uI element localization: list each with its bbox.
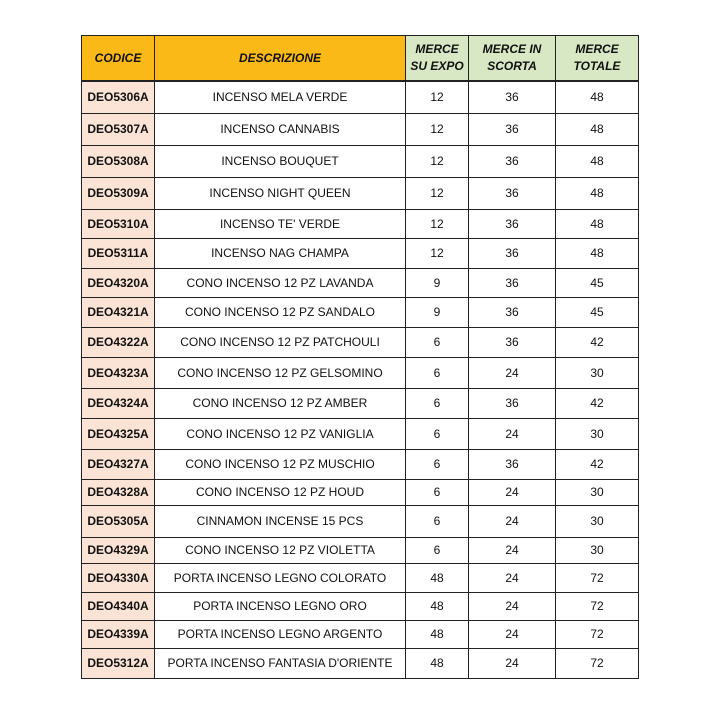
table-row [82,620,639,648]
table-row [82,563,639,592]
description-cell: PORTA INCENSO LEGNO ARGENTO [155,620,406,648]
totale-cell: 42 [556,449,639,479]
table-row [82,297,639,327]
expo-cell: 6 [406,449,469,479]
scorta-cell: 36 [469,209,556,238]
table-row [82,537,639,563]
code-cell: DEO4325A [82,418,155,449]
description-cell: INCENSO NIGHT QUEEN [155,177,406,209]
totale-cell: 30 [556,479,639,505]
table-row [82,209,639,238]
code-cell: DEO5312A [82,648,155,678]
header-scorta-line1: MERCE IN [482,42,542,56]
table-row [82,388,639,418]
code-cell: DEO4330A [82,563,155,592]
scorta-cell: 36 [469,145,556,177]
expo-cell: 9 [406,268,469,297]
table-row [82,357,639,388]
table-row [82,145,639,177]
expo-cell: 12 [406,238,469,268]
totale-cell: 48 [556,209,639,238]
expo-cell: 12 [406,209,469,238]
scorta-cell: 24 [469,357,556,388]
expo-cell: 12 [406,177,469,209]
expo-cell: 12 [406,81,469,113]
expo-cell: 6 [406,327,469,357]
header-totale-line2: TOTALE [573,59,621,73]
scorta-cell: 36 [469,81,556,113]
expo-cell: 12 [406,113,469,145]
code-cell: DEO4323A [82,357,155,388]
inventory-table [81,35,639,679]
header-descrizione: DESCRIZIONE [155,36,406,82]
table-row [82,648,639,678]
totale-cell: 72 [556,620,639,648]
code-cell: DEO5305A [82,505,155,537]
table-row [82,81,639,113]
scorta-cell: 36 [469,238,556,268]
header-totale-line1: MERCE [575,42,619,56]
expo-cell: 48 [406,648,469,678]
table-row [82,479,639,505]
code-cell: DEO4327A [82,449,155,479]
totale-cell: 42 [556,388,639,418]
totale-cell: 30 [556,418,639,449]
scorta-cell: 36 [469,297,556,327]
header-row [82,36,639,82]
scorta-cell: 24 [469,418,556,449]
code-cell: DEO5310A [82,209,155,238]
code-cell: DEO5306A [82,81,155,113]
scorta-cell: 24 [469,479,556,505]
scorta-cell: 36 [469,268,556,297]
code-cell: DEO5308A [82,145,155,177]
code-cell: DEO4320A [82,268,155,297]
header-merce-totale [556,36,639,82]
description-cell: CONO INCENSO 12 PZ GELSOMINO [155,357,406,388]
totale-cell: 30 [556,537,639,563]
description-cell: CONO INCENSO 12 PZ SANDALO [155,297,406,327]
code-cell: DEO4322A [82,327,155,357]
table-row [82,327,639,357]
code-cell: DEO5309A [82,177,155,209]
code-cell: DEO5311A [82,238,155,268]
description-cell: PORTA INCENSO LEGNO ORO [155,592,406,620]
table-row [82,177,639,209]
table-row [82,238,639,268]
table-row [82,113,639,145]
description-cell: INCENSO BOUQUET [155,145,406,177]
code-cell: DEO4340A [82,592,155,620]
description-cell: INCENSO MELA VERDE [155,81,406,113]
totale-cell: 48 [556,145,639,177]
totale-cell: 42 [556,327,639,357]
description-cell: CONO INCENSO 12 PZ VANIGLIA [155,418,406,449]
scorta-cell: 36 [469,449,556,479]
table-row [82,592,639,620]
description-cell: INCENSO NAG CHAMPA [155,238,406,268]
code-cell: DEO4328A [82,479,155,505]
description-cell: CONO INCENSO 12 PZ LAVANDA [155,268,406,297]
scorta-cell: 24 [469,592,556,620]
expo-cell: 6 [406,505,469,537]
scorta-cell: 36 [469,177,556,209]
code-cell: DEO4339A [82,620,155,648]
description-cell: PORTA INCENSO FANTASIA D'ORIENTE [155,648,406,678]
header-codice: CODICE [82,36,155,82]
description-cell: CINNAMON INCENSE 15 PCS [155,505,406,537]
scorta-cell: 24 [469,620,556,648]
header-merce-su-expo [406,36,469,82]
description-cell: CONO INCENSO 12 PZ AMBER [155,388,406,418]
expo-cell: 6 [406,357,469,388]
scorta-cell: 24 [469,537,556,563]
expo-cell: 48 [406,592,469,620]
description-cell: CONO INCENSO 12 PZ HOUD [155,479,406,505]
totale-cell: 72 [556,563,639,592]
table-row [82,268,639,297]
description-cell: CONO INCENSO 12 PZ MUSCHIO [155,449,406,479]
totale-cell: 48 [556,81,639,113]
expo-cell: 6 [406,537,469,563]
code-cell: DEO4324A [82,388,155,418]
scorta-cell: 24 [469,563,556,592]
description-cell: INCENSO TE' VERDE [155,209,406,238]
totale-cell: 30 [556,505,639,537]
totale-cell: 48 [556,113,639,145]
totale-cell: 45 [556,297,639,327]
table-body [82,81,639,678]
expo-cell: 6 [406,479,469,505]
scorta-cell: 36 [469,327,556,357]
totale-cell: 48 [556,177,639,209]
scorta-cell: 36 [469,388,556,418]
header-merce-in-scorta [469,36,556,82]
expo-cell: 48 [406,620,469,648]
totale-cell: 72 [556,648,639,678]
totale-cell: 72 [556,592,639,620]
totale-cell: 48 [556,238,639,268]
table-row [82,505,639,537]
header-scorta-line2: SCORTA [487,59,537,73]
code-cell: DEO4321A [82,297,155,327]
code-cell: DEO5307A [82,113,155,145]
scorta-cell: 24 [469,505,556,537]
description-cell: PORTA INCENSO LEGNO COLORATO [155,563,406,592]
expo-cell: 9 [406,297,469,327]
expo-cell: 6 [406,388,469,418]
expo-cell: 6 [406,418,469,449]
expo-cell: 12 [406,145,469,177]
totale-cell: 45 [556,268,639,297]
scorta-cell: 36 [469,113,556,145]
table-row [82,449,639,479]
table-row [82,418,639,449]
description-cell: INCENSO CANNABIS [155,113,406,145]
description-cell: CONO INCENSO 12 PZ PATCHOULI [155,327,406,357]
header-expo-line2: SU EXPO [410,59,464,73]
scorta-cell: 24 [469,648,556,678]
totale-cell: 30 [556,357,639,388]
expo-cell: 48 [406,563,469,592]
code-cell: DEO4329A [82,537,155,563]
description-cell: CONO INCENSO 12 PZ VIOLETTA [155,537,406,563]
header-expo-line1: MERCE [415,42,459,56]
